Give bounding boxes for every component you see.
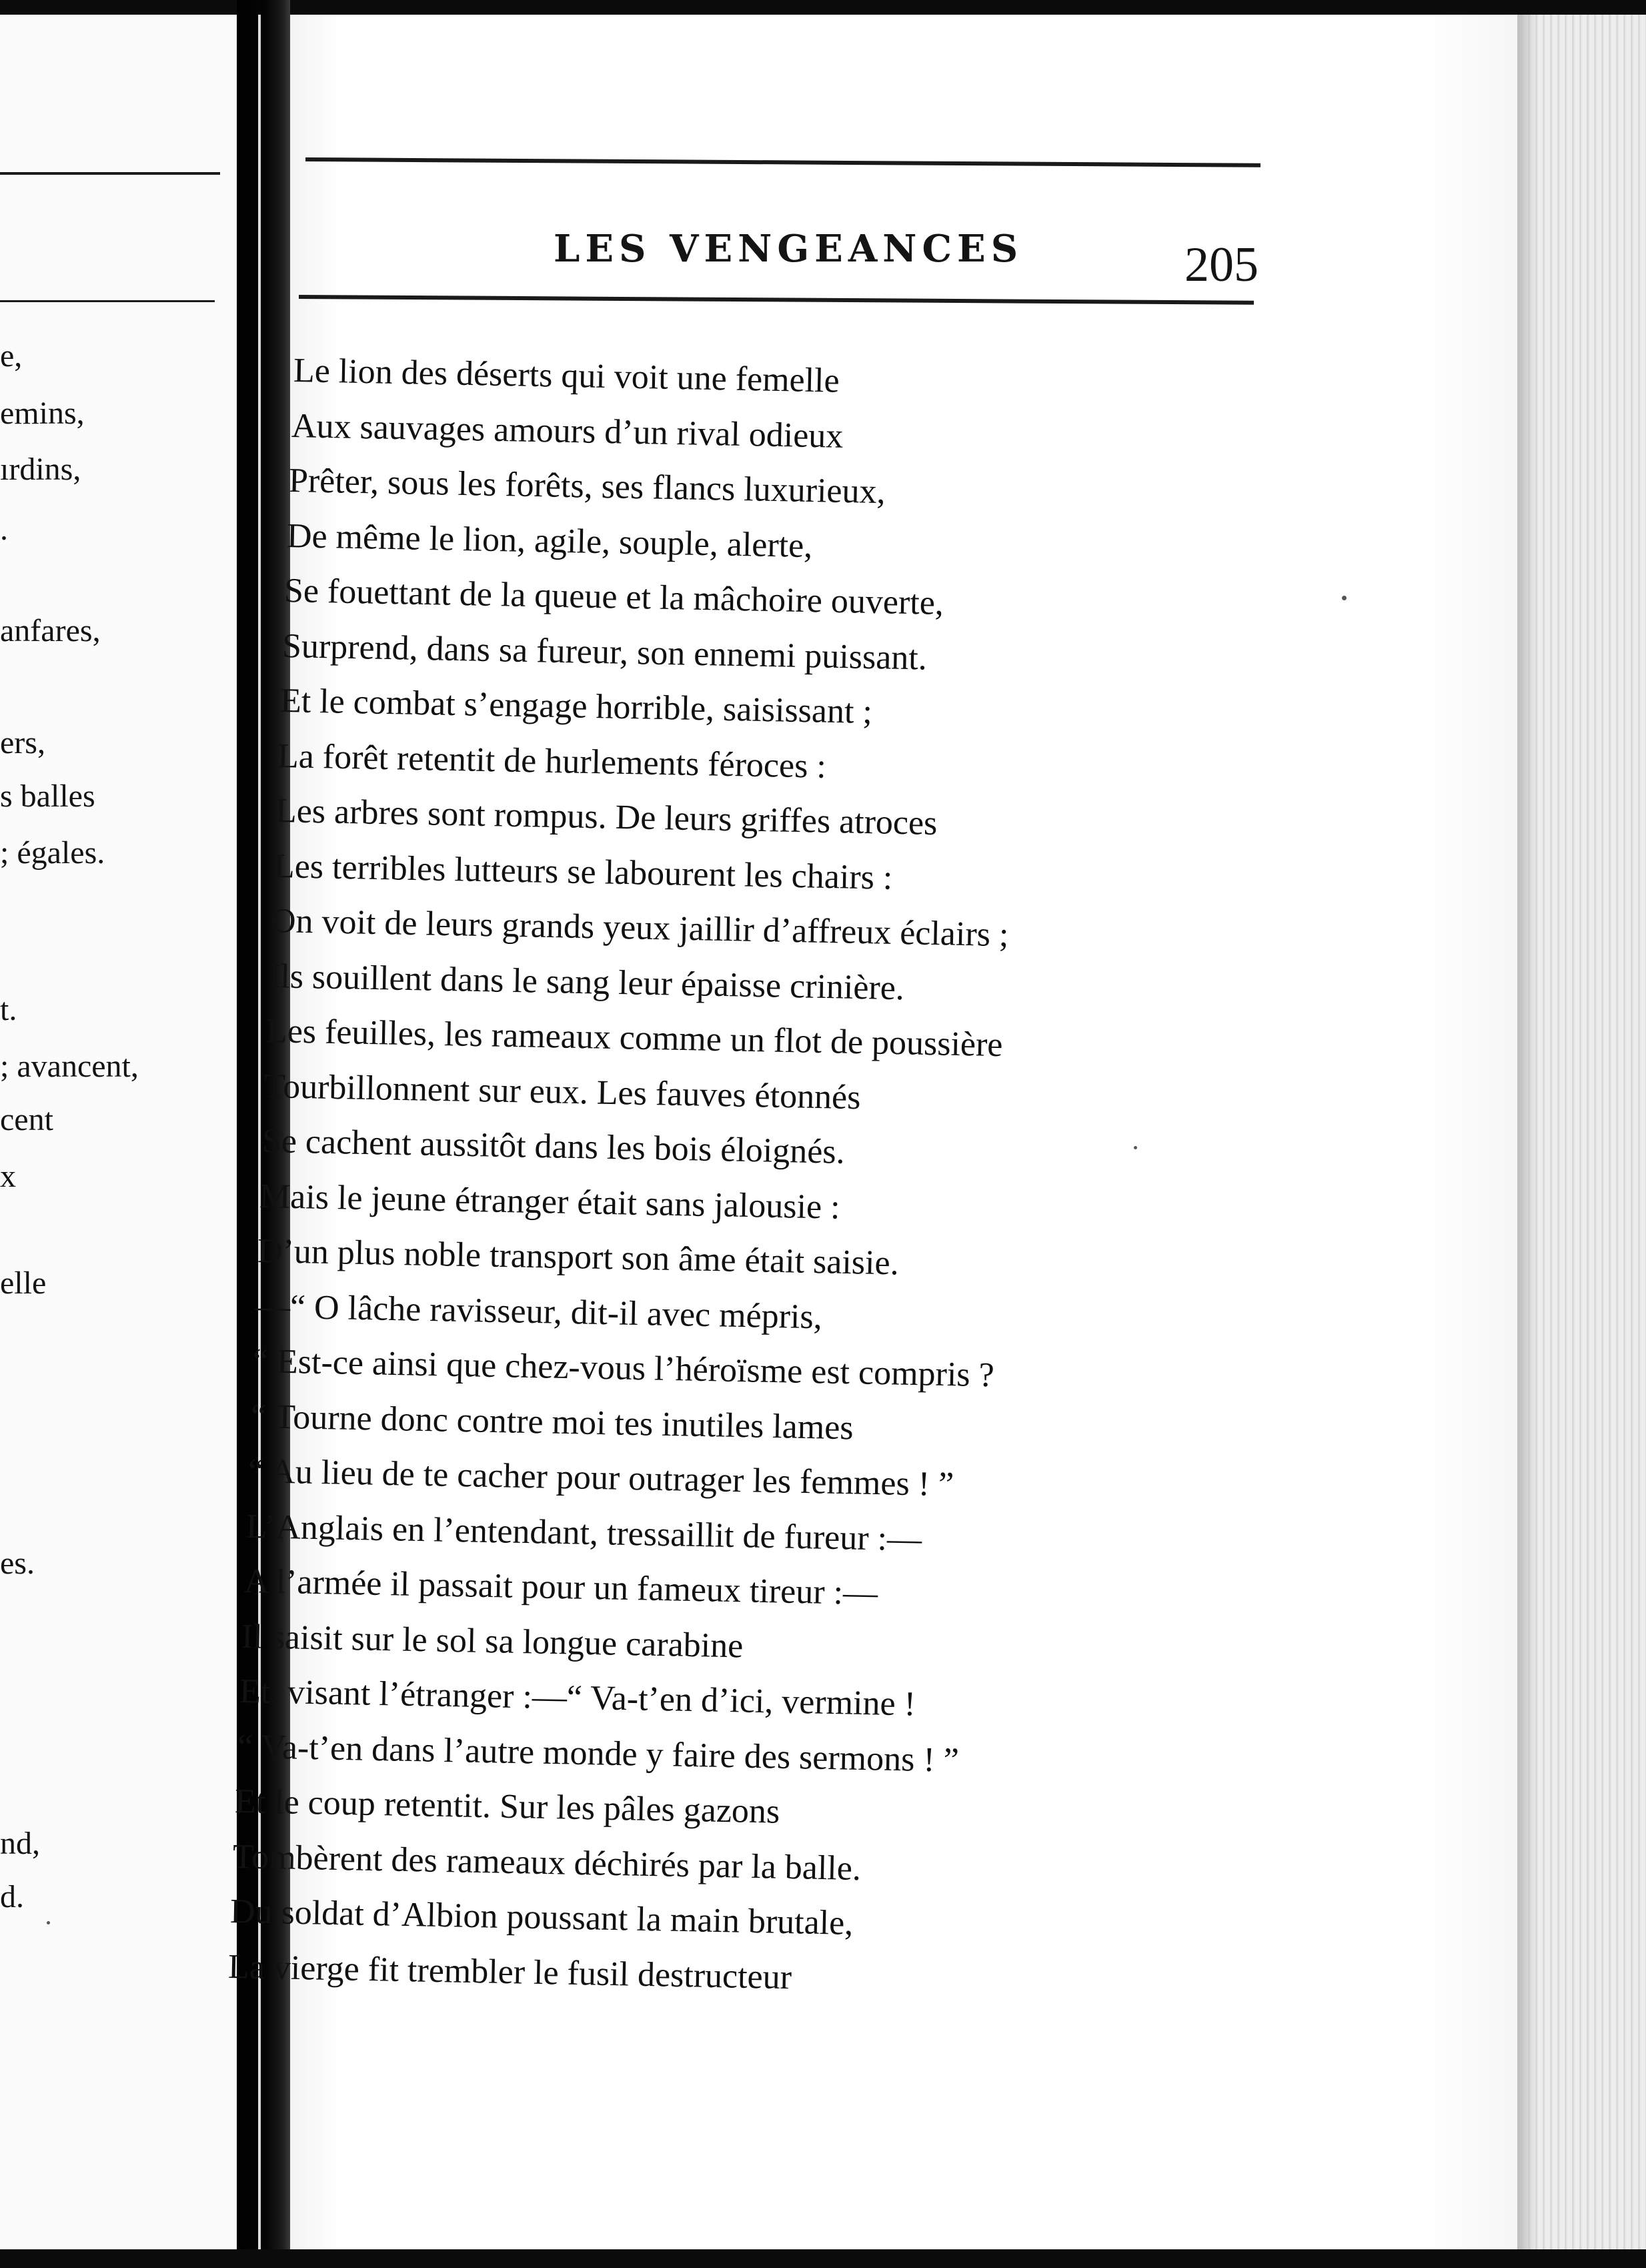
- left-page-fragment: e,: [0, 338, 23, 374]
- poem-line: Aux sauvages amours d’un rival odieux: [291, 406, 844, 456]
- poem-line: Il saisit sur le sol sa longue carabine: [241, 1617, 744, 1665]
- poem-line: Le lion des déserts qui voit une femelle: [293, 352, 840, 400]
- poem-line: Ils souillent dans le sang leur épaisse crinière.: [268, 957, 905, 1007]
- poem-line: Se fouettant de la queue et la mâchoire ouverte,: [283, 572, 944, 622]
- left-page-fragment: anfares,: [0, 613, 101, 648]
- left-page-fragment: d.: [0, 1879, 24, 1914]
- left-page-fragment: .: [0, 512, 8, 547]
- poem-line: “ Tourne donc contre moi tes inutiles lames: [250, 1397, 854, 1447]
- poem-line: D’un plus noble transport son âme était saisie.: [257, 1232, 900, 1283]
- poem-line: Prêter, sous les forêts, ses flancs luxurieux,: [288, 462, 886, 512]
- scan-speck: [47, 1921, 50, 1924]
- left-page-fragment: ; égales.: [0, 835, 105, 871]
- running-head-title: LES VENGEANCES: [554, 227, 1024, 271]
- poem-line: Les arbres sont rompus. De leurs griffes atroces: [275, 792, 938, 843]
- left-page-fragment: s balles: [0, 778, 95, 814]
- poem-line: Les terribles lutteurs se labourent les chairs :: [273, 846, 893, 897]
- poem-line: Tombèrent des rameaux déchirés par la balle.: [232, 1837, 862, 1888]
- left-page: [0, 15, 237, 2249]
- poem-line: “ Au lieu de te cacher pour outrager les femmes ! ”: [247, 1452, 955, 1504]
- poem-line: Surprend, dans sa fureur, son ennemi puissant.: [281, 626, 928, 678]
- left-page-fragment: es.: [0, 1546, 35, 1581]
- poem-line: De même le lion, agile, souple, alerte,: [286, 516, 813, 565]
- left-page-fragment: ırdins,: [0, 452, 81, 487]
- left-page-fragment: ; avancent,: [0, 1049, 139, 1084]
- poem-line: Mais le jeune étranger était sans jalousie :: [259, 1177, 841, 1227]
- poem-line: La vierge fit trembler le fusil destructeur: [227, 1947, 792, 1997]
- poem-line: “ Va-t’en dans l’autre monde y faire des sermons ! ”: [236, 1727, 959, 1780]
- page-number: 205: [1184, 237, 1259, 292]
- poem-line: “ Est-ce ainsi que chez-vous l’héroïsme est compris ?: [252, 1342, 995, 1395]
- page-edges-shade: [1517, 15, 1537, 2249]
- scan-speck: [1342, 596, 1347, 600]
- left-page-fragment: elle: [0, 1265, 47, 1301]
- poem-line: Tourbillonnent sur eux. Les fauves étonnés: [263, 1067, 862, 1117]
- poem-line: L’Anglais en l’entendant, tressaillit de fureur :—: [245, 1507, 922, 1558]
- poem-line: Et le combat s’engage horrible, saisissant ;: [279, 682, 873, 732]
- poem-line: A l’armée il passait pour un fameux tireur :—: [243, 1562, 878, 1613]
- poem-line: Du soldat d’Albion poussant la main brutale,: [229, 1892, 854, 1942]
- poem-line: Les feuilles, les rameaux comme un flot de poussière: [265, 1012, 1004, 1065]
- left-page-fragment: nd,: [0, 1826, 40, 1861]
- poem-line: Et le coup retentit. Sur les pâles gazons: [234, 1782, 780, 1831]
- left-page-fragment: cent: [0, 1102, 53, 1137]
- poem-line: La forêt retentit de hurlements féroces :: [277, 736, 827, 786]
- scan-border-bottom: [0, 2249, 1646, 2268]
- poem-line: On voit de leurs grands yeux jaillir d’affreux éclairs ;: [270, 902, 1010, 955]
- left-page-fragment: t.: [0, 992, 17, 1027]
- poem-line: —“ O lâche ravisseur, dit-il avec mépris,: [255, 1287, 822, 1336]
- left-page-fragment: emins,: [0, 396, 85, 431]
- left-page-rule-top: [0, 172, 220, 175]
- left-page-fragment: x: [0, 1159, 16, 1194]
- left-page-rule-under-header: [0, 300, 215, 302]
- poem-line: Se cachent aussitôt dans les bois éloignés.: [261, 1122, 845, 1171]
- poem-line: Et, visant l’étranger :—“ Va-t’en d’ici, vermine !: [239, 1672, 916, 1724]
- left-page-fragment: ers,: [0, 725, 45, 760]
- scan-speck: [1134, 1146, 1137, 1149]
